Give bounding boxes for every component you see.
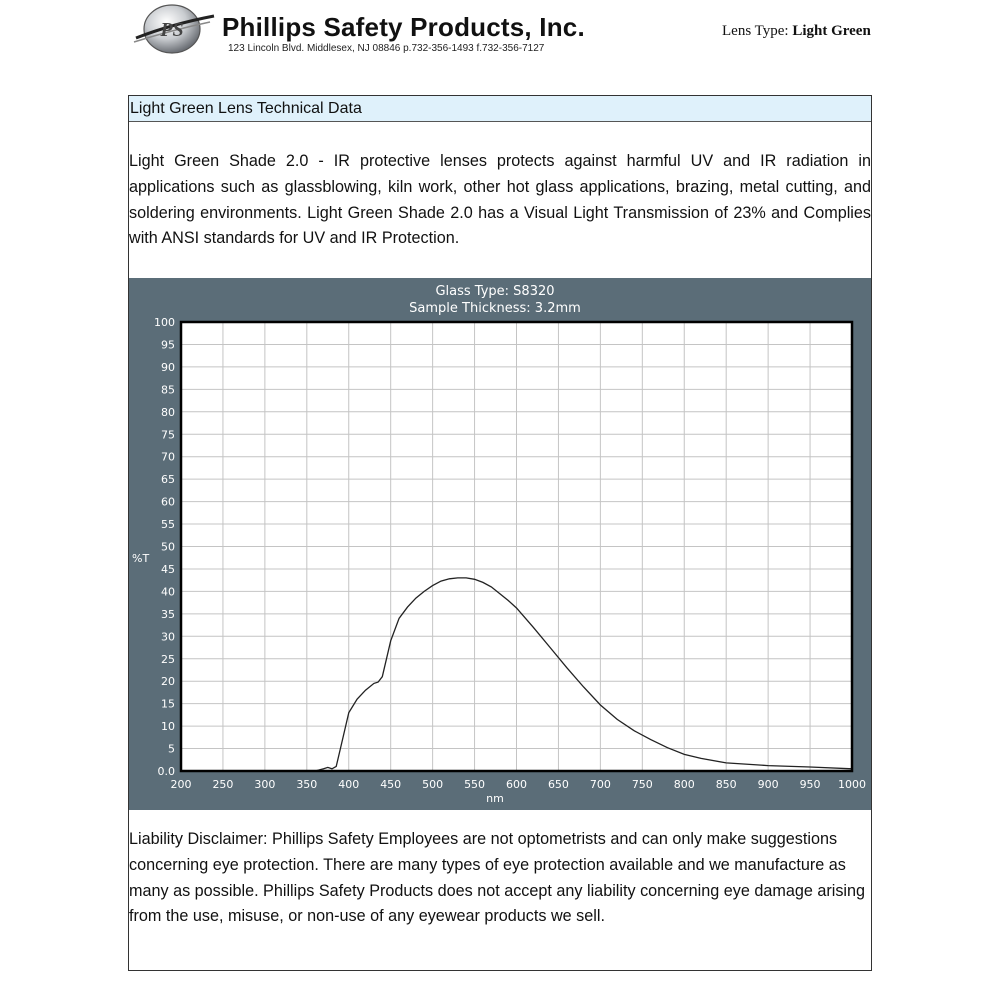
x-tick-label: 750	[631, 778, 653, 791]
company-logo	[132, 2, 216, 56]
transmission-chart-svg	[129, 278, 871, 810]
section-title: Light Green Lens Technical Data	[129, 96, 871, 122]
y-tick-label: 50	[161, 540, 175, 554]
x-tick-label: 1000	[838, 778, 866, 791]
logo-monogram: PS	[160, 19, 184, 41]
x-tick-label: 550	[464, 778, 486, 791]
y-tick-label: 5	[168, 742, 175, 756]
x-tick-label: 650	[547, 778, 569, 791]
x-tick-label: 300	[254, 778, 276, 791]
x-tick-label: 450	[380, 778, 402, 791]
company-name: Phillips Safety Products, Inc.	[222, 12, 585, 42]
y-tick-label: 80	[161, 405, 175, 419]
page-header	[0, 0, 1000, 70]
y-tick-label: 35	[161, 607, 175, 621]
y-tick-label: 70	[161, 450, 175, 464]
y-tick-label: 20	[161, 675, 175, 689]
x-tick-label: 600	[506, 778, 527, 791]
x-tick-labels	[171, 778, 867, 791]
technical-data-panel	[128, 95, 872, 971]
y-tick-label: 65	[161, 473, 175, 487]
liability-disclaimer: Liability Disclaimer: Phillips Safety Employees are not optometrists and can only make suggestions concerning eye protection. There are many types of eye protection available and we manufacture as many as possible. Phillips Safety Products does not accept any liability concerning eye damage arising from the use, misuse, or non-use of any eyewear products we sell.	[129, 830, 866, 926]
y-tick-label: 55	[161, 518, 175, 532]
x-tick-label: 350	[296, 778, 318, 791]
y-tick-label: 25	[161, 652, 175, 666]
y-tick-label: 75	[161, 428, 175, 442]
y-axis-label: %T	[132, 552, 150, 565]
y-tick-label: 10	[161, 720, 175, 734]
x-tick-label: 250	[212, 778, 234, 791]
x-axis-label: nm	[486, 792, 504, 805]
x-tick-label: 800	[673, 778, 695, 791]
x-tick-label: 950	[799, 778, 821, 791]
y-tick-label: 0.0	[157, 765, 175, 778]
y-tick-label: 15	[161, 697, 175, 711]
lens-type-label: Lens Type:	[722, 23, 789, 39]
y-tick-label: 100	[154, 316, 175, 329]
y-tick-label: 30	[161, 630, 175, 644]
chart-subtitle: Sample Thickness: 3.2mm	[409, 301, 581, 316]
x-tick-label: 900	[757, 778, 779, 791]
y-tick-label: 85	[161, 383, 175, 397]
company-address: 123 Lincoln Blvd. Middlesex, NJ 08846 p.732-356-1493 f.732-356-7127	[228, 43, 545, 54]
lens-type-value: Light Green	[792, 23, 871, 39]
x-tick-label: 400	[338, 778, 360, 791]
y-tick-label: 90	[161, 360, 175, 374]
chart-title: Glass Type: S8320	[435, 284, 555, 299]
y-tick-label: 95	[161, 338, 175, 352]
lens-description: Light Green Shade 2.0 - IR protective lenses protects against harmful UV and IR radiation in applications such as glassblowing, kiln work, other hot glass applications, brazing, metal cutting, and soldering environments. Light Green Shade 2.0 has a Visual Light Transmission of 23% and Complies with ANSI standards for UV and IR Protection.	[129, 152, 871, 248]
x-tick-label: 500	[422, 778, 444, 791]
y-tick-label: 40	[161, 585, 175, 599]
x-tick-label: 200	[170, 778, 192, 791]
y-tick-label: 60	[161, 495, 175, 509]
transmission-chart	[129, 278, 871, 810]
lens-type	[722, 23, 871, 40]
grid-lines	[181, 322, 852, 771]
x-tick-label: 700	[589, 778, 611, 791]
y-tick-label: 45	[161, 562, 175, 576]
x-tick-label: 850	[715, 778, 737, 791]
